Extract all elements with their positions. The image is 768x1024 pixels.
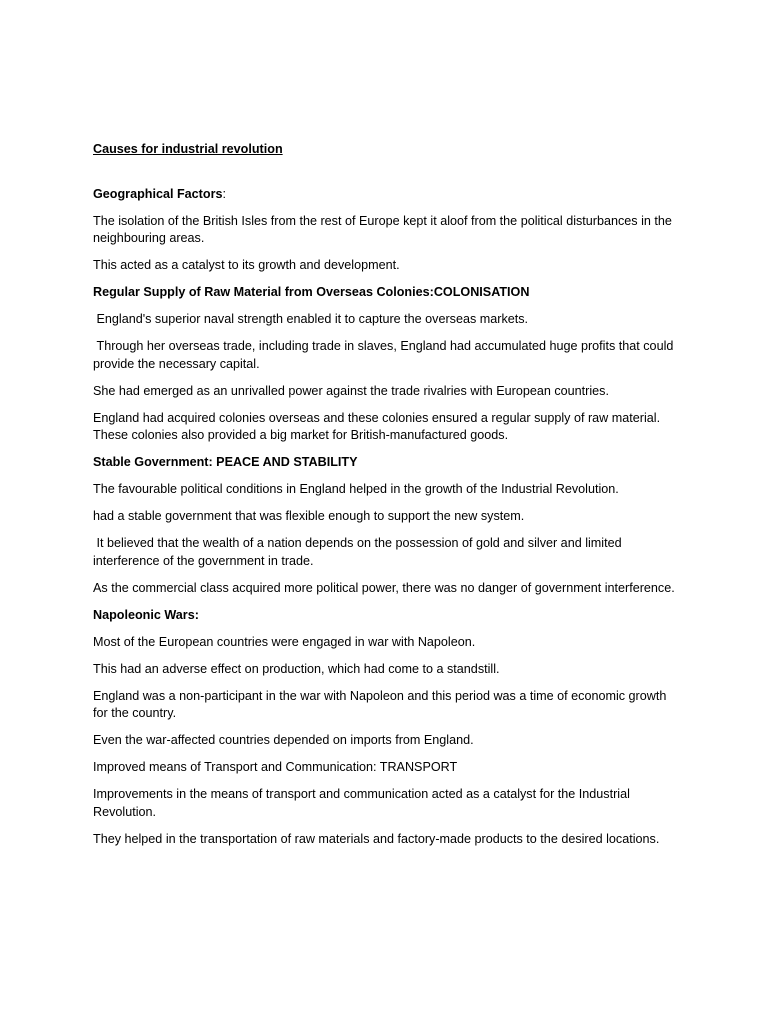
geographical-factors-heading (93, 186, 683, 204)
paragraph: As the commercial class acquired more political power, there was no danger of government interference. (93, 580, 675, 595)
paragraph: This had an adverse effect on production, which had come to a standstill. (93, 661, 500, 676)
stable-government-heading: Stable Government: PEACE AND STABILITY (93, 455, 358, 469)
paragraph: She had emerged as an unrivalled power against the trade rivalries with European countries. (93, 383, 609, 398)
paragraph: England was a non-participant in the war with Napoleon and this period was a time of economic growth for the country. (93, 688, 667, 720)
paragraph: The isolation of the British Isles from the rest of Europe kept it aloof from the political disturbances in the neighbouring areas. (93, 213, 672, 245)
heading-text: Geographical Factors (93, 186, 223, 201)
heading-text: Regular Supply of Raw Material from Overseas Colonies: (93, 285, 434, 299)
document-page (93, 141, 683, 858)
paragraph: England's superior naval strength enabled it to capture the overseas markets. (93, 312, 529, 326)
document-title: Causes for industrial revolution (93, 142, 283, 156)
paragraph: It believed that the wealth of a nation depends on the possession of gold and silver and limited interference of the government in trade. (93, 536, 626, 568)
paragraph: Through her overseas trade, including trade in slaves, England had accumulated huge profits that could provide the necessary capital. (93, 339, 677, 371)
heading-suffix: COLONISATION (433, 285, 530, 299)
transport-heading: Improved means of Transport and Communication: TRANSPORT (93, 760, 458, 774)
napoleonic-wars-heading: Napoleonic Wars: (93, 607, 199, 622)
paragraph: had a stable government that was flexible enough to support the new system. (93, 509, 525, 523)
paragraph: Improvements in the means of transport and communication acted as a catalyst for the Industrial Revolution. (93, 787, 630, 819)
colonies-heading (93, 284, 683, 302)
paragraph: They helped in the transportation of raw materials and factory-made products to the desired locations. (93, 831, 660, 846)
paragraph: This acted as a catalyst to its growth and development. (93, 258, 400, 272)
heading-suffix: : (222, 186, 226, 201)
paragraph: The favourable political conditions in England helped in the growth of the Industrial Revolution. (93, 482, 619, 496)
paragraph: Most of the European countries were engaged in war with Napoleon. (93, 634, 476, 649)
paragraph: England had acquired colonies overseas and these colonies ensured a regular supply of raw material. These colonies also provided a big market for British-manufactured goods. (93, 410, 661, 442)
paragraph: Even the war-affected countries depended on imports from England. (93, 733, 474, 747)
